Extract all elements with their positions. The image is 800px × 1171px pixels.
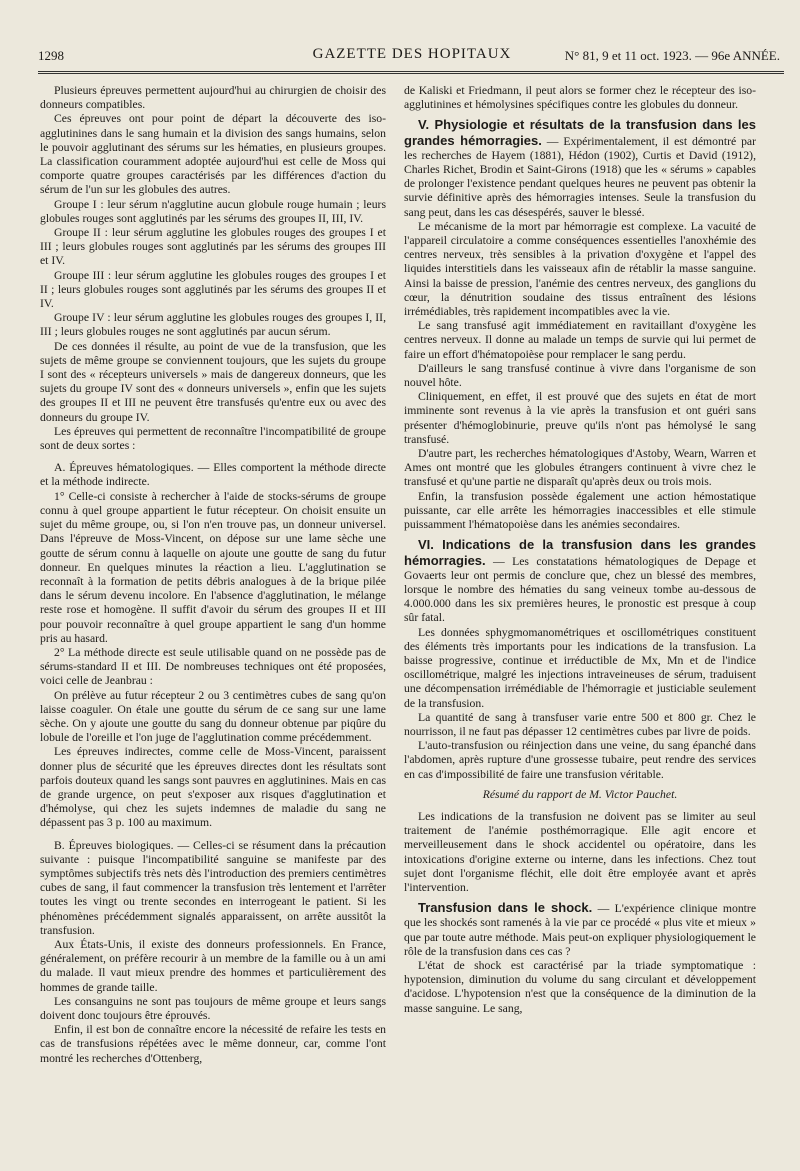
section-heading: Transfusion dans le shock. (418, 900, 593, 916)
subsection-b: B. Épreuves biologiques. — Celles-ci se résument dans la précaution suivante : puisque l'incompatibilité sanguine se manifeste par des symptômes subjectifs très nets dès l'introduction des premiers centimètres cubes de sang, il faut commencer la transfusion très lentement et l'arrêter toutes les vingt ou trente secondes en interrogeant le patient. Si les phénomènes précédemment signalés apparaissent, on arrête aussitôt la transfusion. (40, 838, 386, 937)
right-column (404, 84, 756, 1016)
journal-title: GAZETTE DES HOPITAUX (312, 46, 512, 62)
left-column (40, 84, 386, 1066)
paragraph: Les consanguins ne sont pas toujours de même groupe et leurs sangs doivent donc toujours être éprouvés. (40, 994, 386, 1022)
header-rule (38, 71, 784, 74)
paragraph: Aux États-Unis, il existe des donneurs professionnels. En France, généralement, on préfère recourir à un membre de la famille ou à un ami du malade. Il vaut mieux prendre des hommes et particulièrement des hommes de grande taille. (40, 937, 386, 994)
paragraph: D'autre part, les recherches hématologiques d'Astoby, Wearn, Warren et Ames ont montré que les globules étrangers continuent à vivre chez le transfusé et qu'une partie ne disparaît qu'après deux ou trois mois. (404, 447, 756, 489)
section-heading: V. Physiologie et résultats de la transfusion dans les grandes hémorragies. (404, 117, 756, 148)
page-header (38, 44, 786, 68)
section-text: — Les constatations hématologiques de Depage et Govaerts leur ont permis de conclure que, chez un blessé des membres, lorsque le nombre des hématies du sang veineux tombe au-dessous de 4.000.000 dans les six premières heures, le pronostic est presque à coup sûr fatal. (404, 554, 756, 625)
paragraph: L'auto-transfusion ou réinjection dans une veine, du sang épanché dans l'abdomen, après rupture d'une grossesse tubaire, peut rendre des services en cas d'impossibilité de faire une transfusion véritable. (404, 739, 756, 781)
paragraph: Groupe I : leur sérum n'agglutine aucun globule rouge humain ; leurs globules rouges sont agglutinés par les sérums des groupes II, III, IV. (40, 197, 386, 225)
page-number: 1298 (38, 48, 64, 63)
paragraph: Plusieurs épreuves permettent aujourd'hui au chirurgien de choisir des donneurs compatibles. (40, 84, 386, 112)
paragraph: Le mécanisme de la mort par hémorragie est complexe. La vacuité de l'appareil circulatoire a comme conséquences essentielles l'anoxhémie des centres nerveux, très sensibles à la privation d'oxygène et l'appel des liquides interstitiels dans les vaisseaux afin de rétablir la masse sanguine. Ainsi la baisse de pression, l'anémie des centres nerveux, des ganglions du cœur, la dénutrition soudaine des tissus entraînent des lésions irrémédiables, très rapidement incompatibles avec la vie. (404, 219, 756, 319)
paragraph: Les épreuves indirectes, comme celle de Moss-Vincent, paraissent donner plus de sécurité que les épreuves directes dont les résultats sont parfois douteux quand les sangs sont pauvres en agglutinines. Mais en cas de grande urgence, on peut s'exposer aux risques d'agglutination et d'hémolyse, qui chez les sujets indemnes de maladie du sang ne dépassent pas 3 p. 100 au maximum. (40, 745, 387, 830)
paragraph: 2° La méthode directe est seule utilisable quand on ne possède pas de sérums-standard II et III. De nombreuses techniques ont été proposées, voici celle de Jeanbrau : (40, 645, 386, 688)
paragraph: Enfin, il est bon de connaître encore la nécessité de refaire les tests en cas de transfusions répétées avec le même donneur, car, comme l'ont montré les recherches d'Ottenberg, (40, 1023, 386, 1065)
section-text: — L'expérience clinique montre que les shockés sont ramenés à la vie par ce procédé « plus vite et mieux » que par toute autre méthode. Mais peut-on expliquer physiologiquement le rôle de la transfusion dans ces cas ? (404, 902, 757, 958)
section-shock (404, 901, 756, 959)
section-text: — Expérimentalement, il est démontré par les recherches de Hayem (1881), Hédon (1902), Curtis et David (1912), Charles Richet, Brodin et Saint-Girons (1918) que les « sérums » capables de prolonger l'existence pendant quelques heures ne peuvent pas obtenir la survie définitive après des hémorragies intenses. Seule la transfusion du sang peut, dans les cas désespérés, sauver le blessé. (404, 134, 756, 219)
paragraph: 1° Celle-ci consiste à rechercher à l'aide de stocks-sérums de groupe connu à quel groupe appartient le futur récepteur. On choisit ensuite un sujet du même groupe, ou, si l'on n'en trouve pas, un donneur universel. Dans l'épreuve de Moss-Vincent, on dépose sur une lame sèche une goutte de sérum connu à laquelle on ajoute une goutte de sang du futur donneur. En quelques minutes la réaction a lieu. L'agglutination se reconnaît à la formation de petits débris analogues à de la brique pilée dans le sérum devenu incolore. En l'absence d'agglutination, le mélange reste rose et homogène. Il suffit d'avoir du sérum des groupes II et III pour pouvoir reconnaître à quel groupe appartient le sang d'un homme pris au hasard. (40, 489, 386, 645)
paragraph: Les indications de la transfusion ne doivent pas se limiter au seul traitement de l'anémie posthémorragique. Elle agit encore et merveilleusement dans le shock accidentel ou opératoire, dans les intoxications d'origine externe ou interne, dans les infections. Chez tout sujet dont l'organisme fléchit, elle doit être employée avant et après l'intervention. (404, 809, 756, 894)
paragraph: Groupe III : leur sérum agglutine les globules rouges des groupes I et II ; leurs globules rouges sont agglutinés par les sérums des groupes II et IV. (40, 268, 386, 311)
paragraph: Groupe II : leur sérum agglutine les globules rouges des groupes I et III ; leurs globules rouges sont agglutinés par les sérums des groupes III et IV. (40, 226, 386, 268)
issue-info: N° 81, 9 et 11 oct. 1923. — 96e ANNÉE. (564, 48, 780, 63)
paragraph: Groupe IV : leur sérum agglutine les globules rouges des groupes I, II, III ; leurs globules rouges ne sont agglutinés par aucun sérum. (40, 311, 386, 339)
subsection-a: A. Épreuves hématologiques. — Elles comportent la méthode directe et la méthode indirecte. (40, 461, 386, 489)
paragraph: Cliniquement, en effet, il est prouvé que des sujets en état de mort imminente sont revenus à la vie après la transfusion et ont guéri sans présenter d'hémoglobinurie, preuve qu'ils n'ont pas hémolysé le sang transfusé. (404, 390, 756, 446)
paragraph: Enfin, la transfusion possède également une action hémostatique puissante, car elle arrête les hémorragies inaccessibles et elle stimule puissamment l'hématopoièse dans les anémies secondaires. (404, 489, 756, 532)
paragraph: Ces épreuves ont pour point de départ la découverte des iso-agglutinines dans le sang humain et la division des sangs humains, selon le pouvoir agglutinant des sérums sur les hématies, en plusieurs groupes. La classification couramment adoptée aujourd'hui est celle de Moss qui comporte quatre groupes caractérisés par les différences d'action du sérum de l'un sur les globules des autres. (40, 112, 386, 197)
summary-heading: Résumé du rapport de M. Victor Pauchet. (482, 787, 678, 801)
section-v (404, 118, 756, 219)
paragraph: D'ailleurs le sang transfusé continue à vivre dans l'organisme de son nouvel hôte. (404, 361, 756, 390)
paragraph: de Kaliski et Friedmann, il peut alors se former chez le récepteur des iso-agglutinines et hémolysines spécifiques contre les globules du donneur. (404, 84, 756, 112)
section-vi (404, 538, 756, 625)
paragraph: De ces données il résulte, au point de vue de la transfusion, que les sujets de même groupe se conviennent toujours, que les sujets du groupe I sont des « récepteurs universels » mais de dangereux donneurs, que les sujets du groupe IV sont des « donneurs universels », enfin que les sujets des groupes II et III ne peuvent être transfusés qu'entre eux ou avec des donneurs du groupe IV. (40, 339, 386, 424)
paragraph: On prélève au futur récepteur 2 ou 3 centimètres cubes de sang qu'on laisse coaguler. On étale une goutte du sérum de ce sang sur une lame sèche. On y ajoute une goutte du sang du donneur obtenue par piqûre du lobule de l'oreille et l'on juge de l'agglutination comme précédemment. (40, 688, 386, 745)
section-heading: VI. Indications de la transfusion dans les grandes hémorragies. (404, 537, 756, 568)
paragraph: L'état de shock est caractérisé par la triade symptomatique : hypotension, diminution du volume du sang circulant et développement d'acidose. L'hypotension n'est que la conséquence de la diminution de la masse sanguine. Le sang, (404, 958, 756, 1015)
paragraph: La quantité de sang à transfuser varie entre 500 et 800 gr. Chez le nourrisson, il ne faut pas dépasser 12 centimètres cubes par livre de poids. (404, 710, 756, 738)
paragraph: Le sang transfusé agit immédiatement en ravitaillant d'oxygène les centres nerveux. Il donne au malade un temps de survie qui lui permet de faire un effort d'hématopoièse pour remplacer le sang perdu. (404, 319, 756, 361)
paragraph: Les données sphygmomanométriques et oscillométriques constituent des éléments très importants pour les indications de la transfusion. La baisse progressive, continue et irréductible de Mx, Mn et de l'indice oscillométrique, malgré les injections intraveineuses de sérum, traduisent une décompensation irrémédiable de l'hémorragie et justiciable seulement de la transfusion. (404, 625, 756, 710)
paragraph: Les épreuves qui permettent de reconnaître l'incompatibilité de groupe sont de deux sortes : (40, 424, 386, 453)
